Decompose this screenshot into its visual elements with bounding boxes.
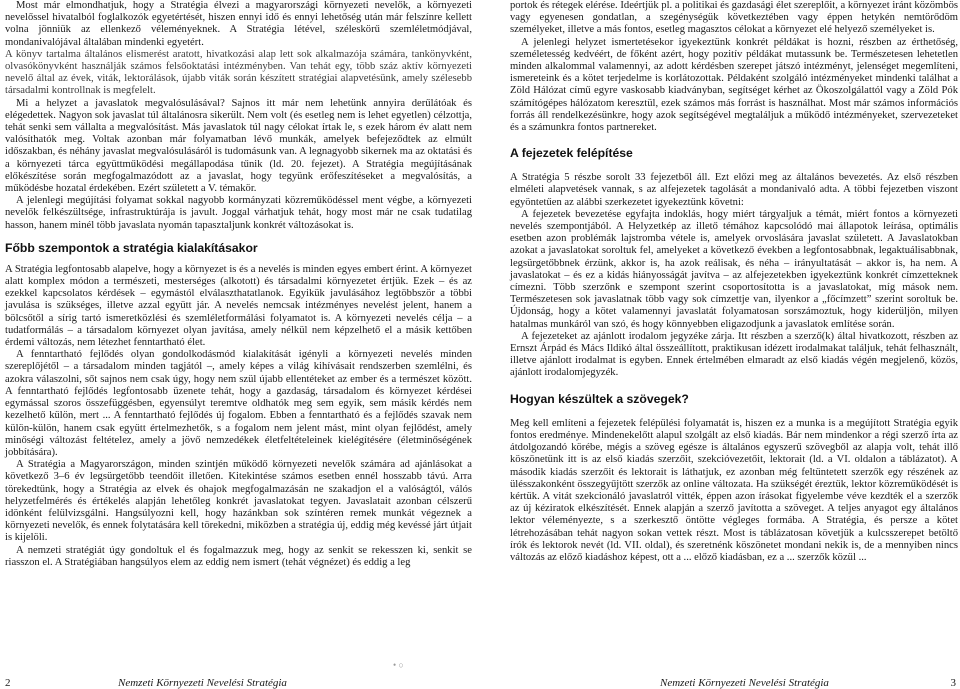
jelenlegi-paragraph: A jelenlegi helyzet ismertetésekor igyekeztünk konkrét példákat is hozni, részben az érthetőség, személetesség kedvéért, de főként azért, hogy pozitív példákat mutassunk be. Természetesen lehetetlen minden alkalommal valamennyi, az adott kérdésben szerepet játszó intézményt, jelenséget megemlíteni, ismereteink és a kötet terjedelme is korlátozottak. Példaként szolgáló intézményeket mindenki találhat a Zöld Hálózat című egyre vaskosabb kiadványban, segítséget kérhet az Ökoszolgálattól vagy a Zöld Pók számítógépes hálózatom keresztül, ezek számos más forrást is használhat. Most már számos információs forrás áll rendelkezésünkre, hogy azok segítségével megtaláljuk a működő intézményeket, szervezeteket és a számunkra fontos partnereket. [510,36,958,134]
intro-paragraph: Most már elmondhatjuk, hogy a Stratégia élvezi a magyarországi környezeti nevelők, a környezeti nevelőssel hivatalból foglalkozók egyetértését, hiszen ennyi idő és ennyi lehetőség után már felszínre kellett volna jönniük az ellenkező véleményeknek. A Stratégia létével, széleskörű szemléletmódjával, mondanivalójával általában mindenki egyetért. [5,0,472,48]
page-number-left: 2 [5,677,11,689]
section-heading-szempontok: Főbb szempontok a stratégia kialakításakor [5,240,258,255]
felepites-paragraph-3: A fejezeteket az ajánlott irodalom jegyzéke zárja. Itt részben a szerző(k) által hivatkozott, részben az Ernszt Árpád és Mács Ildikó által összeállított, praktikusan idézett irodalmakat találjuk, tehát felhasznált, illetve ajánlott irodalmat is egyben. Ennek értelmében elmaradt az első kiadás végén megjelenő, közös, ajánlott irodalomjegyzék. [510,330,958,379]
felepites-paragraph-1: A Stratégia 5 részbe sorolt 33 fejezetből áll. Ezt előzi meg az általános bevezetés. Az első részben elméleti alapvetések vannak, s az alfejezetek tagolását a mondanivaló adta. A többi fejezetben viszont egyöntetűen az alábbi szerkezetet igyekeztünk követni: [510,172,958,208]
helyzet-paragraph: Mi a helyzet a javaslatok megvalósulásával? Sajnos itt már nem lehetünk annyira derűlátóak és elégedettek. Nagyon sok javaslat túl általánosra sikerült. Nem volt (és esetleg nem is lehet egyetlen) célzottja, tehát senki sem vállalta a megvalósítást. Más javaslatok túl nagy célokat írtak le, s ezek három év alatt nem valósíthatók meg. Voltak azonban már folyamatban lévő munkák, amelyek befejeződtek az elmúlt időszakban, és néhány javaslat megvalósulásáról is tudomásunk van. A legnagyobb sikernek ma az oktatási és a környezeti tárca együttműködési megállapodása tűnik (ld. 20. fejezet). A Stratégia megújításának előkészítése során megfogalmazódott az a javaslat, hogy tegyünk erőfeszítéseket a megvalósítás, a működésbe hozatal érdekében. Ezért született a V. témakör. [5,97,472,195]
felepites-paragraph-2: A fejezetek bevezetése egyfajta indoklás, hogy miért tárgyaljuk a témát, miért fontos a környezeti nevelés szempontjából. A Helyzetkép az illető témához kapcsolódó mai állapotok leírása, optimális esetben azon problémák lajstromba vétele is, amelyek orvoslására javaslat született. A Javaslatokban azokat a javaslatokat soroltuk fel, amelyeket a következő években a legfontosabbnak, legaktuálisabbnak, legsürgetőbbnek érzünk, akkor is, ha azok reálisak, és néha – irányultatását – akkor is, ha nem. A javaslatokat – és ez a kidás hiányosságát javítva – az alfejezetekben igyekeztünk konkrét címzetteknek címezni. Több szerzőnk e szempont szerint csoportosította is a javaslatokat, míg mások nem. Természetesen sok javaslatnak több vagy sok címzettje van, ilyenkor a „főcímzett” szerint soroltuk be. Újdonság, hogy a kötet valamennyi javaslatát folyamatosan sorszámoztuk, hogy kiderüljön, milyen hatalmas munkáról van szó, és hogy könnyebben eligazodjunk a javaslatok említése során. [510,208,958,330]
intro-paragraph-cont: A könyv tartalma általános elismerést aratott, hivatkozási alap lett sok alkalmazója számára, tankönyvként, olvasókönyvként használják számos felsőoktatási intézményben. Van tehát egy, több száz aktív környezeti nevelő által az évek, viták, lektorálások, újabb viták során készített stratégiai alapvetésünk, amely szélesebb társadalmi kontrollnak is megfelelt. [5,48,472,97]
fenntarthato-paragraph: A fenntartható fejlődés olyan gondolkodásmód kialakítását igényli a környezeti nevelés minden szereplőjétől – a társadalom minden tagjától –, amely képes a világ kihívásait rendszerben szemlélni, és azokra válaszolni, sőt sajnos nem csak úgy, hogy nem szül újabb ellentéteket az ember és a természet között. A fenntartható fejlődés legfontosabb üzenete tehát, hogy a gazdaság, társadalom és környezet kérdései egymással szoros összefüggésben, egyensúlyt teremtve oldhatók meg sem egyik, sem másik kérdés nem kezelhető külön, mert ... A fenntartható fejlődés új fogalom. Ebben a fenntartható és a fejlődés szavak nem külön-külön, hanem csak együtt értelmezhetők, s a fogalom nem jelent mást, mint olyan fejlődést, amely minőségi változást feltételez, amely a jövő nemzedékek életfeltételeinek kielégítésére (életminőségének jobbítására). [5,349,472,458]
ujitas-paragraph: A jelenlegi megújítási folyamat sokkal nagyobb kormányzati közreműködéssel ment végbe, a környezeti nevelők felkészültsége, infrastruktúrája is javult. Joggal várhatjuk tehát, hogy most már ne csak tudatilag hasson, hanem minél több javaslata nyomán tapasztaljunk konkrét változásokat is. [5,195,472,231]
running-title-right: Nemzeti Környezeti Nevelési Stratégia [660,677,829,689]
page-number-right: 3 [950,677,956,689]
running-title-left: Nemzeti Környezeti Nevelési Stratégia [118,677,287,689]
right-column [510,0,958,564]
stratégia-paragraph: A Stratégia a Magyarországon, minden szintjén működő környezeti nevelők számára ad ajánlásokat a következő 3–6 év legsürgetőbb teendőit illetően. Kitekintése számos esetben ennél hosszabb távú. Arra törekedtünk, hogy a Stratégia az elvek és ohajok megfogalmazásán ne szakadjon el a valóságtól, válós helyzetfelmérés és értékelés alapján lehetőleg konkrét javaslatokat tegyen. Javaslatait azonban célszerű idönként felülvizsgálni. Hangsúlyozni kell, hogy hazánkban sok színtéren remek munkát végeznek a környezeti nevelők, és ennek folytatására kell törekedni, miközben a stratégia új, eddig még kevéssé járt útjait is kijelöli. [5,459,472,544]
alapelv-paragraph: A Stratégia legfontosabb alapelve, hogy a környezet is és a nevelés is minden egyes embert érint. A környezet alatt komplex módon a természeti, mesterséges (alkotott) és társadalmi környezetet értjük. Ezek – és az ezekkel kapcsolatos kérdések – egymástól elválaszthatatlanok. Egyikük javulásához legtöbbször a többi javulása is szükséges, illetve azzal együtt jár. A nevelés nemcsak intézményes nevelést jelent, hanem a bölcsőtől a sírig tartó ismeretközlési és szemléletformálási folyamatot is. A környezeti nevelés célja – a tudatformálás – a társadalom környezet olyan javítása, amely nélkül nem képzelhető el a másik kettőben érdemi változás, nem létezhet fenntartható élet. [5,263,472,349]
center-mark: • ○ [393,660,404,670]
continued-paragraph: portok és rétegek elérése. Ideértjük pl. a politikai és gazdasági élet szereplőit, a környezet iránt közömbös vagy egyenesen gondatlan, a szegénységük következtében vagy éppen hetykén nemtörődöm személyeket, illetve a más fontos, esetleg magasztos célokat a környezet elé helyező személyeket is. [510,0,958,36]
nemzeti-paragraph: A nemzeti stratégiát úgy gondoltuk el és fogalmazzuk meg, hogy az senkit se rekesszen ki, senkit se riasszon el. A Stratégiában hangsúlyos elem az eddig nem ismert (tehát végnézet) és eddig a leg [5,544,472,568]
hogyan-paragraph: Meg kell említeni a fejezetek felépülési folyamatát is, hiszen ez a munka is a megújított Stratégia egyik fontos eredménye. Mindenekelőtt alapul szolgált az első kiadás. Bár nem mindenkor a régi szerző írta az átdolgozandó körébe, mégis a szöveg egésze is általános egyszerű szövegből az alapja volt, tehát illő köszönetünk itt is az első kiadás szerzőit, szekcióvezetőit, lektorait (ld. a VI. oldalon a táblázatot). A második kiadás szerzőit és lektorait is láthatjuk, ez azonban még feltüntetett szerzők egy részének az ülésszakonként összegyűjtött szerzők az online változata. Ha szükségét éreztük, lektor közreműködését is kértük. A vitát szekcionáló javaslatról vitték, éppen azon írásokat figyelembe véve kezdték el a szerzők az új kéziratok elkészítését. Ennek alapján a szerző javította a szöveget. A teljes anyagot egy általános lektor véleményezte, s a szerkesztő öntötte végleges formába. A Stratégia, és persze a kötet létrehozásában tehát nagyon sokan vettek részt. Most is táblázatosan követjük a kulcsszerepet betöltő írók és lektorok nevét (ld. VII. oldal), és szeretnénk köszönetet mondani nekik is, de a mennyiben nincs változás az előző kiadáshoz képest, ott a ... előző kiadásban, ez a ... szerzők közül ... [510,417,958,563]
left-column [5,0,472,569]
section-heading-hogyan: Hogyan készültek a szövegek? [510,391,689,406]
section-heading-felepites: A fejezetek felépítése [510,146,633,161]
